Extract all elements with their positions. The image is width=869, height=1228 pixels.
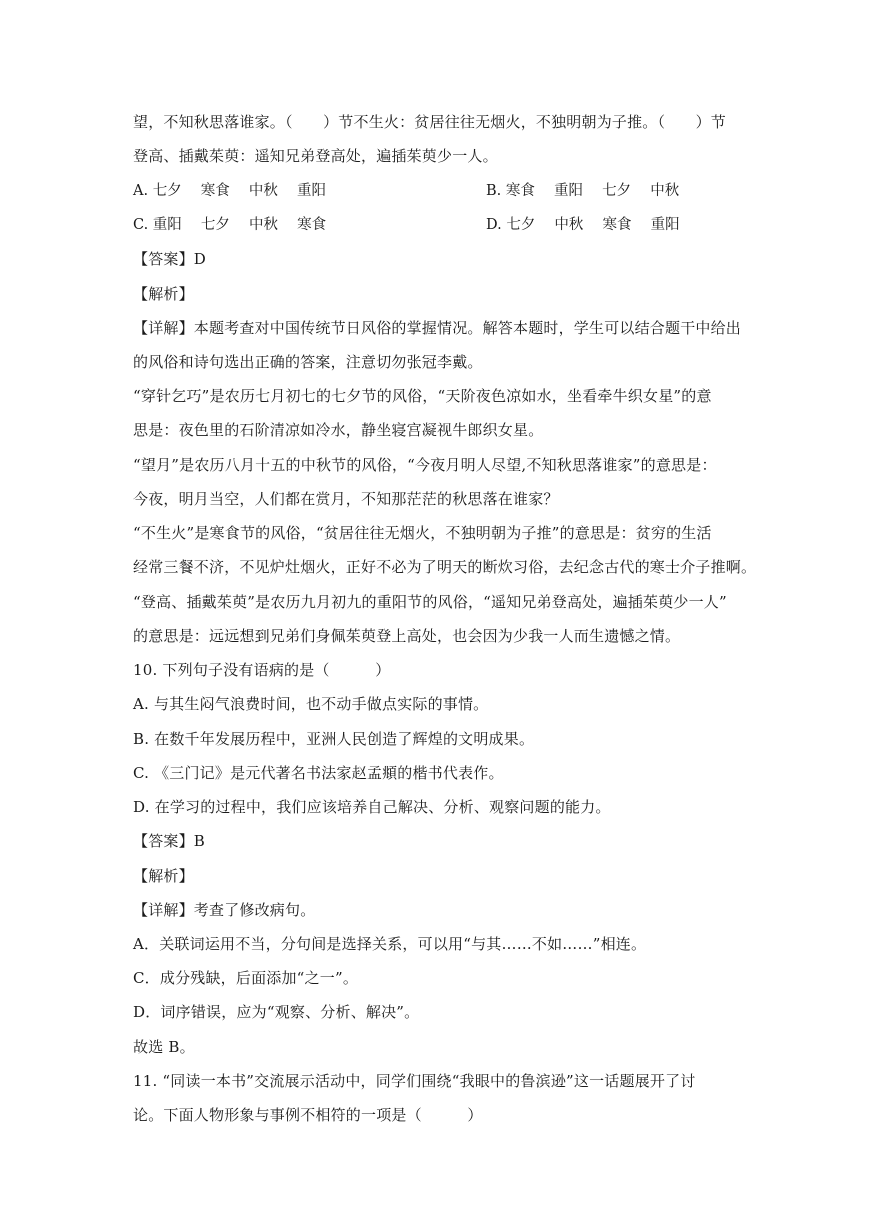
text-line: C．成分残缺，后面添加“之一”。 (133, 969, 359, 987)
question-11: 11. “同读一本书”交流展示活动中，同学们围绕“我眼中的鲁滨逊”这一话题展开了讨 (133, 1072, 696, 1090)
text-line: “不生火”是寒食节的风俗，“贫居往往无烟火，不独明朝为子推”的意思是：贫穷的生活 (133, 524, 712, 542)
text-line: 的意思是：远远想到兄弟们身佩茱萸登上高处，也会因为少我一人而生遗憾之情。 (133, 627, 681, 645)
answer-line: 【答案】D (133, 250, 207, 268)
text-line: “望月”是农历八月十五的中秋节的风俗，“今夜月明人尽望,不知秋思落谁家”的意思是： (133, 456, 717, 474)
question-10-option-d: D. 在学习的过程中，我们应该培养自己解决、分析、观察问题的能力。 (133, 798, 611, 816)
text-line: 【详解】考查了修改病句。 (133, 901, 316, 919)
question-10: 10. 下列句子没有语病的是（ ） (133, 661, 391, 679)
text-line: 思是：夜色里的石阶清凉如冷水，静坐寝宫凝视牛郎织女星。 (133, 421, 544, 439)
text-line: 【详解】本题考查对中国传统节日风俗的掌握情况。解答本题时，学生可以结合题干中给出 (133, 319, 742, 337)
option-c: C. 重阳 七夕 中秋 寒食 (133, 217, 327, 233)
text-line: 经常三餐不济，不见炉灶烟火，正好不必为了明天的断炊习俗，去纪念古代的寒士介子推啊。 (133, 558, 757, 576)
text-line: “穿针乞巧”是农历七月初七的七夕节的风俗，“天阶夜色凉如水，坐看牵牛织女星”的意 (133, 387, 712, 405)
text-line: 望，不知秋思落谁家。（ ）节不生火：贫居往往无烟火，不独明朝为子推。（ ）节 (133, 113, 727, 131)
question-10-option-b: B. 在数千年发展历程中，亚洲人民创造了辉煌的文明成果。 (133, 730, 535, 748)
text-line: 今夜，明月当空，人们都在赏月，不知那茫茫的秋思落在谁家？ (133, 490, 559, 508)
analysis-heading: 【解析】 (133, 285, 194, 303)
question-10-option-a: A. 与其生闷气浪费时间，也不动手做点实际的事情。 (133, 695, 489, 713)
text-line: A．关联词运用不当，分句间是选择关系，可以用“与其……不如……”相连。 (133, 935, 647, 953)
analysis-heading: 【解析】 (133, 867, 194, 885)
text-line: D．词序错误，应为“观察、分析、解决”。 (133, 1003, 420, 1021)
answer-line: 【答案】B (133, 832, 206, 850)
question-10-option-c: C. 《三门记》是元代著名书法家赵孟頫的楷书代表作。 (133, 764, 504, 782)
option-d: D. 七夕 中秋 寒食 重阳 (486, 217, 680, 233)
text-line: 登高、插戴茱萸：遥知兄弟登高处，遍插茱萸少一人。 (133, 147, 498, 165)
option-a: A. 七夕 寒食 中秋 重阳 (133, 183, 327, 199)
option-b: B. 寒食 重阳 七夕 中秋 (486, 183, 680, 199)
text-line: 故选 B。 (133, 1038, 195, 1056)
text-line: 论。下面人物形象与事例不相符的一项是（ ） (133, 1106, 483, 1124)
text-line: 的风俗和诗句选出正确的答案，注意切勿张冠李戴。 (133, 353, 483, 371)
text-line: “登高、插戴茱萸”是农历九月初九的重阳节的风俗，“遥知兄弟登高处，遍插茱萸少一人” (133, 593, 727, 611)
